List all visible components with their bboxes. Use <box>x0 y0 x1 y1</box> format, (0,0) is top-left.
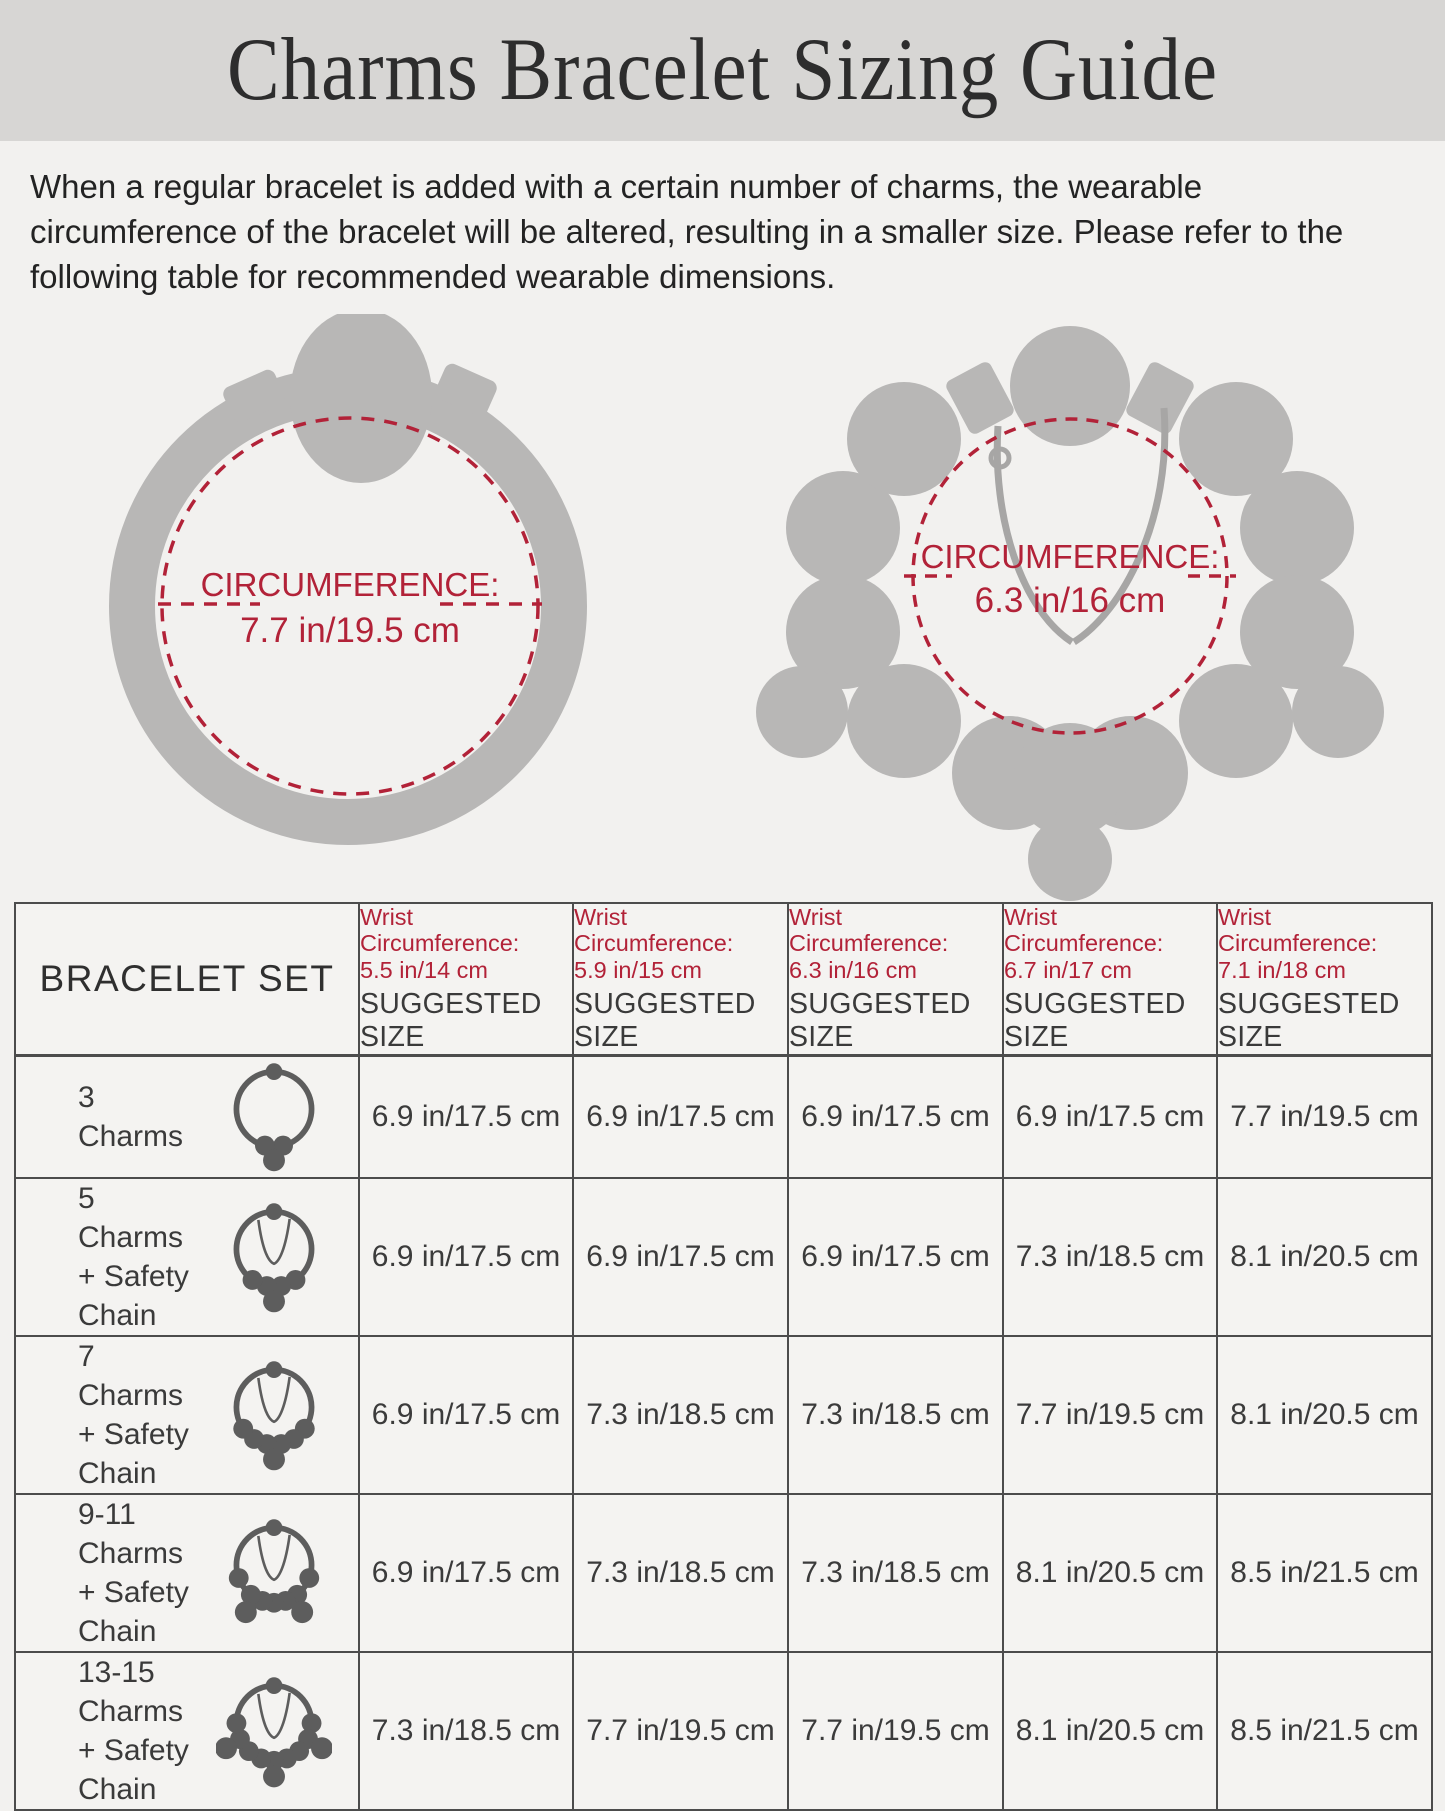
suggested-size-value: 8.1 in/20.5 cm <box>1217 1178 1432 1336</box>
wrist-circumference-label: Wrist Circumference: <box>1004 903 1164 957</box>
bracelet-9-11-charms-icon <box>216 1513 332 1633</box>
table-row-2 <box>15 1178 1432 1336</box>
suggested-size-value: 6.9 in/17.5 cm <box>359 1494 573 1652</box>
circumference-label: CIRCUMFERENCE: <box>200 565 500 603</box>
table-row-3 <box>15 1336 1432 1494</box>
bracelet-set-header: BRACELET SET <box>15 903 359 1056</box>
table-row-1 <box>15 1055 1432 1178</box>
wrist-circumference-range: 6.3 in/16 cm <box>789 957 918 984</box>
suggested-size-value: 6.9 in/17.5 cm <box>788 1178 1003 1336</box>
suggested-size-value: 6.9 in/17.5 cm <box>573 1055 788 1178</box>
suggested-size-value: 7.3 in/18.5 cm <box>573 1336 788 1494</box>
suggested-size-value: 6.9 in/17.5 cm <box>359 1336 573 1494</box>
bracelet-set-cell <box>15 1494 359 1652</box>
charm-bracelet-illustration <box>740 308 1402 908</box>
bracelet-set-name: 5 Charms + Safety Chain <box>78 1181 189 1332</box>
bracelet-7-charms-icon <box>216 1355 332 1475</box>
circumference-value: 7.7 in/19.5 cm <box>240 610 460 650</box>
table-row-5 <box>15 1652 1432 1810</box>
suggested-size-value: 7.7 in/19.5 cm <box>573 1652 788 1810</box>
bracelet-set-cell <box>15 1178 359 1336</box>
bracelet-set-name: 3 Charms <box>78 1080 184 1153</box>
wrist-circumference-label: Wrist Circumference: <box>574 903 734 957</box>
suggested-size-value: 7.7 in/19.5 cm <box>788 1652 1003 1810</box>
bracelet-set-name: 13-15 Charms + Safety Chain <box>78 1655 189 1806</box>
suggested-size-value: 7.3 in/18.5 cm <box>1003 1178 1217 1336</box>
bracelet-set-cell <box>15 1336 359 1494</box>
suggested-size-value: 7.7 in/19.5 cm <box>1003 1336 1217 1494</box>
circumference-dashed-circle <box>913 419 1227 733</box>
intro-text: When a regular bracelet is added with a certain number of charms, the wearable circumference of the bracelet will be altered, resulting in a smaller size. Please refer to the following table for recommended wearable dimensions. <box>30 168 1344 295</box>
wrist-circumference-range: 7.1 in/18 cm <box>1218 957 1347 984</box>
title-band <box>0 0 1445 141</box>
suggested-size-value: 6.9 in/17.5 cm <box>573 1178 788 1336</box>
circumference-label: CIRCUMFERENCE: <box>920 537 1220 575</box>
bracelet-set-name: 9-11 Charms + Safety Chain <box>78 1497 189 1648</box>
sizing-table-body <box>15 903 1432 1810</box>
suggested-size-label: SUGGESTED SIZE <box>360 987 542 1053</box>
bracelet-set-icon-wrap <box>190 1197 358 1317</box>
wrist-circumference-header-4 <box>1003 903 1217 1056</box>
table-header-row <box>15 903 1432 1056</box>
suggested-size-value: 8.1 in/20.5 cm <box>1003 1494 1217 1652</box>
suggested-size-value: 8.1 in/20.5 cm <box>1217 1336 1432 1494</box>
suggested-size-value: 7.3 in/18.5 cm <box>359 1652 573 1810</box>
bracelet-set-icon-wrap <box>190 1671 358 1791</box>
suggested-size-label: SUGGESTED SIZE <box>574 987 756 1053</box>
wrist-circumference-header-1 <box>359 903 573 1056</box>
bracelet-set-cell <box>15 1055 359 1178</box>
bracelet-5-charms-icon <box>216 1197 332 1317</box>
suggested-size-value: 8.5 in/21.5 cm <box>1217 1652 1432 1810</box>
circumference-value: 6.3 in/16 cm <box>974 580 1166 620</box>
wrist-circumference-range: 5.9 in/15 cm <box>574 957 703 984</box>
wrist-circumference-header-2 <box>573 903 788 1056</box>
sizing-table <box>14 902 1433 1811</box>
suggested-size-label: SUGGESTED SIZE <box>789 987 971 1053</box>
suggested-size-value: 8.5 in/21.5 cm <box>1217 1494 1432 1652</box>
bracelet-set-icon-wrap <box>190 1513 358 1633</box>
suggested-size-value: 8.1 in/20.5 cm <box>1003 1652 1217 1810</box>
suggested-size-value: 6.9 in/17.5 cm <box>359 1178 573 1336</box>
wrist-circumference-label: Wrist Circumference: <box>360 903 520 957</box>
suggested-size-value: 6.9 in/17.5 cm <box>1003 1055 1217 1178</box>
wrist-circumference-label: Wrist Circumference: <box>1218 903 1378 957</box>
bracelet-clasp <box>221 314 500 483</box>
suggested-size-label: SUGGESTED SIZE <box>1004 987 1186 1053</box>
wrist-circumference-header-3 <box>788 903 1003 1056</box>
suggested-size-label: SUGGESTED SIZE <box>1218 987 1400 1053</box>
bracelet-set-icon-wrap <box>190 1355 358 1475</box>
suggested-size-value: 7.3 in/18.5 cm <box>573 1494 788 1652</box>
suggested-size-value: 6.9 in/17.5 cm <box>359 1055 573 1178</box>
wrist-circumference-range: 6.7 in/17 cm <box>1004 957 1133 984</box>
plain-bracelet-illustration <box>28 314 688 909</box>
suggested-size-value: 7.3 in/18.5 cm <box>788 1494 1003 1652</box>
wrist-circumference-header-5 <box>1217 903 1432 1056</box>
diagram-section <box>0 314 1445 898</box>
bracelet-set-name: 7 Charms + Safety Chain <box>78 1339 189 1490</box>
wrist-circumference-label: Wrist Circumference: <box>789 903 949 957</box>
bracelet-set-cell <box>15 1652 359 1810</box>
bracelet-3-charms-icon <box>216 1057 332 1177</box>
suggested-size-value: 6.9 in/17.5 cm <box>788 1055 1003 1178</box>
table-row-4 <box>15 1494 1432 1652</box>
wrist-circumference-range: 5.5 in/14 cm <box>360 957 489 984</box>
bracelet-set-icon-wrap <box>190 1057 358 1177</box>
page-title: Charms Bracelet Sizing Guide <box>226 21 1219 119</box>
bracelet-13-15-charms-icon <box>216 1671 332 1791</box>
suggested-size-value: 7.3 in/18.5 cm <box>788 1336 1003 1494</box>
suggested-size-value: 7.7 in/19.5 cm <box>1217 1055 1432 1178</box>
